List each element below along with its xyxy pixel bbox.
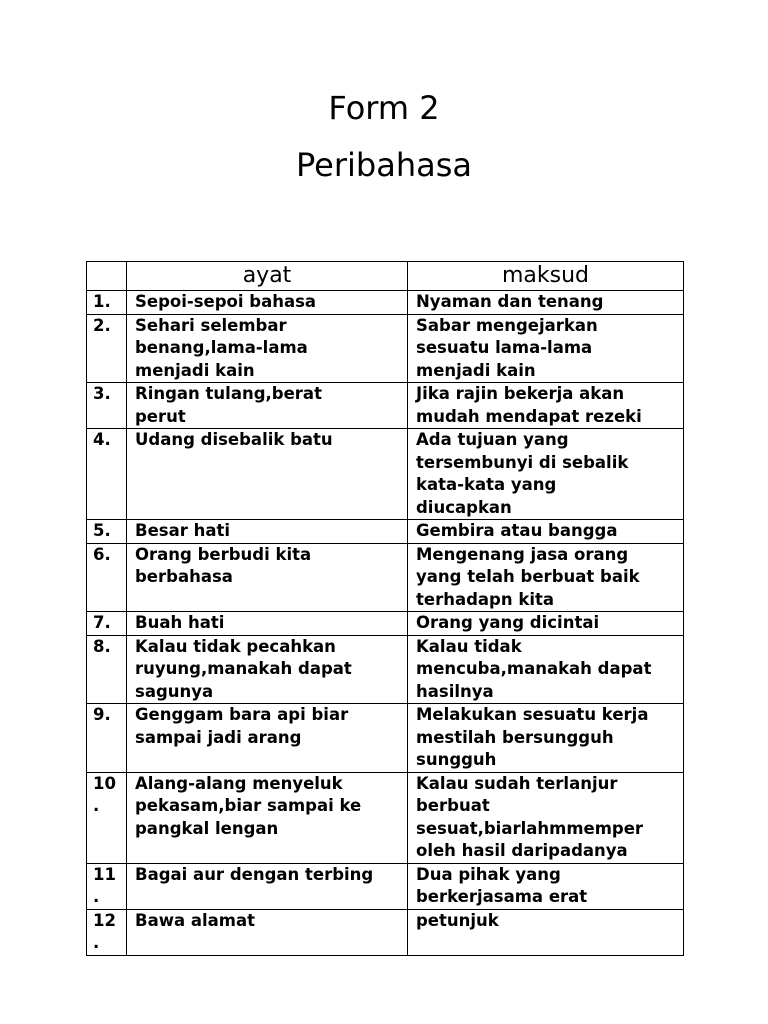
table-row [87, 772, 684, 863]
row-ayat: Besar hati [127, 520, 408, 544]
table-row [87, 291, 684, 315]
row-number: 11 . [87, 863, 127, 909]
row-ayat: Bagai aur dengan terbing [127, 863, 408, 909]
row-ayat: Sehari selembar benang,lama-lama menjadi kain [127, 314, 408, 383]
table-row [87, 543, 684, 612]
row-maksud: Gembira atau bangga [408, 520, 684, 544]
table-row [87, 612, 684, 636]
row-number: 5. [87, 520, 127, 544]
row-number: 12 . [87, 909, 127, 955]
table-row [87, 863, 684, 909]
row-ayat: Kalau tidak pecahkan ruyung,manakah dapat sagunya [127, 635, 408, 704]
row-ayat: Buah hati [127, 612, 408, 636]
row-number: 1. [87, 291, 127, 315]
column-header-ayat: ayat [127, 262, 408, 291]
row-maksud: Kalau sudah terlanjur berbuat sesuat,biarlahmmemper oleh hasil daripadanya [408, 772, 684, 863]
column-header-number [87, 262, 127, 291]
table-row [87, 383, 684, 429]
table-row [87, 909, 684, 955]
row-ayat: Orang berbudi kita berbahasa [127, 543, 408, 612]
row-ayat: Udang disebalik batu [127, 429, 408, 520]
row-number: 2. [87, 314, 127, 383]
table-row [87, 635, 684, 704]
row-maksud: Dua pihak yang berkerjasama erat [408, 863, 684, 909]
row-number: 6. [87, 543, 127, 612]
table-row [87, 520, 684, 544]
row-maksud: petunjuk [408, 909, 684, 955]
row-maksud: Sabar mengejarkan sesuatu lama-lama menjadi kain [408, 314, 684, 383]
row-maksud: Kalau tidak mencuba,manakah dapat hasilnya [408, 635, 684, 704]
peribahasa-table [86, 261, 684, 956]
table-header-row [87, 262, 684, 291]
row-ayat: Sepoi-sepoi bahasa [127, 291, 408, 315]
row-maksud: Jika rajin bekerja akan mudah mendapat rezeki [408, 383, 684, 429]
row-maksud: Melakukan sesuatu kerja mestilah bersungguh sungguh [408, 704, 684, 773]
form-label: Form 2 [328, 89, 440, 127]
table-row [87, 704, 684, 773]
table-row [87, 429, 684, 520]
row-number: 7. [87, 612, 127, 636]
row-number: 3. [87, 383, 127, 429]
row-number: 9. [87, 704, 127, 773]
row-number: 4. [87, 429, 127, 520]
row-ayat: Ringan tulang,berat perut [127, 383, 408, 429]
row-maksud: Mengenang jasa orang yang telah berbuat baik terhadapn kita [408, 543, 684, 612]
row-ayat: Alang-alang menyeluk pekasam,biar sampai ke pangkal lengan [127, 772, 408, 863]
row-ayat: Genggam bara api biar sampai jadi arang [127, 704, 408, 773]
row-ayat: Bawa alamat [127, 909, 408, 955]
document-title: Peribahasa [296, 146, 472, 184]
table-row [87, 314, 684, 383]
row-number: 10 . [87, 772, 127, 863]
row-maksud: Orang yang dicintai [408, 612, 684, 636]
row-number: 8. [87, 635, 127, 704]
row-maksud: Ada tujuan yang tersembunyi di sebalik kata-kata yang diucapkan [408, 429, 684, 520]
row-maksud: Nyaman dan tenang [408, 291, 684, 315]
column-header-maksud: maksud [408, 262, 684, 291]
